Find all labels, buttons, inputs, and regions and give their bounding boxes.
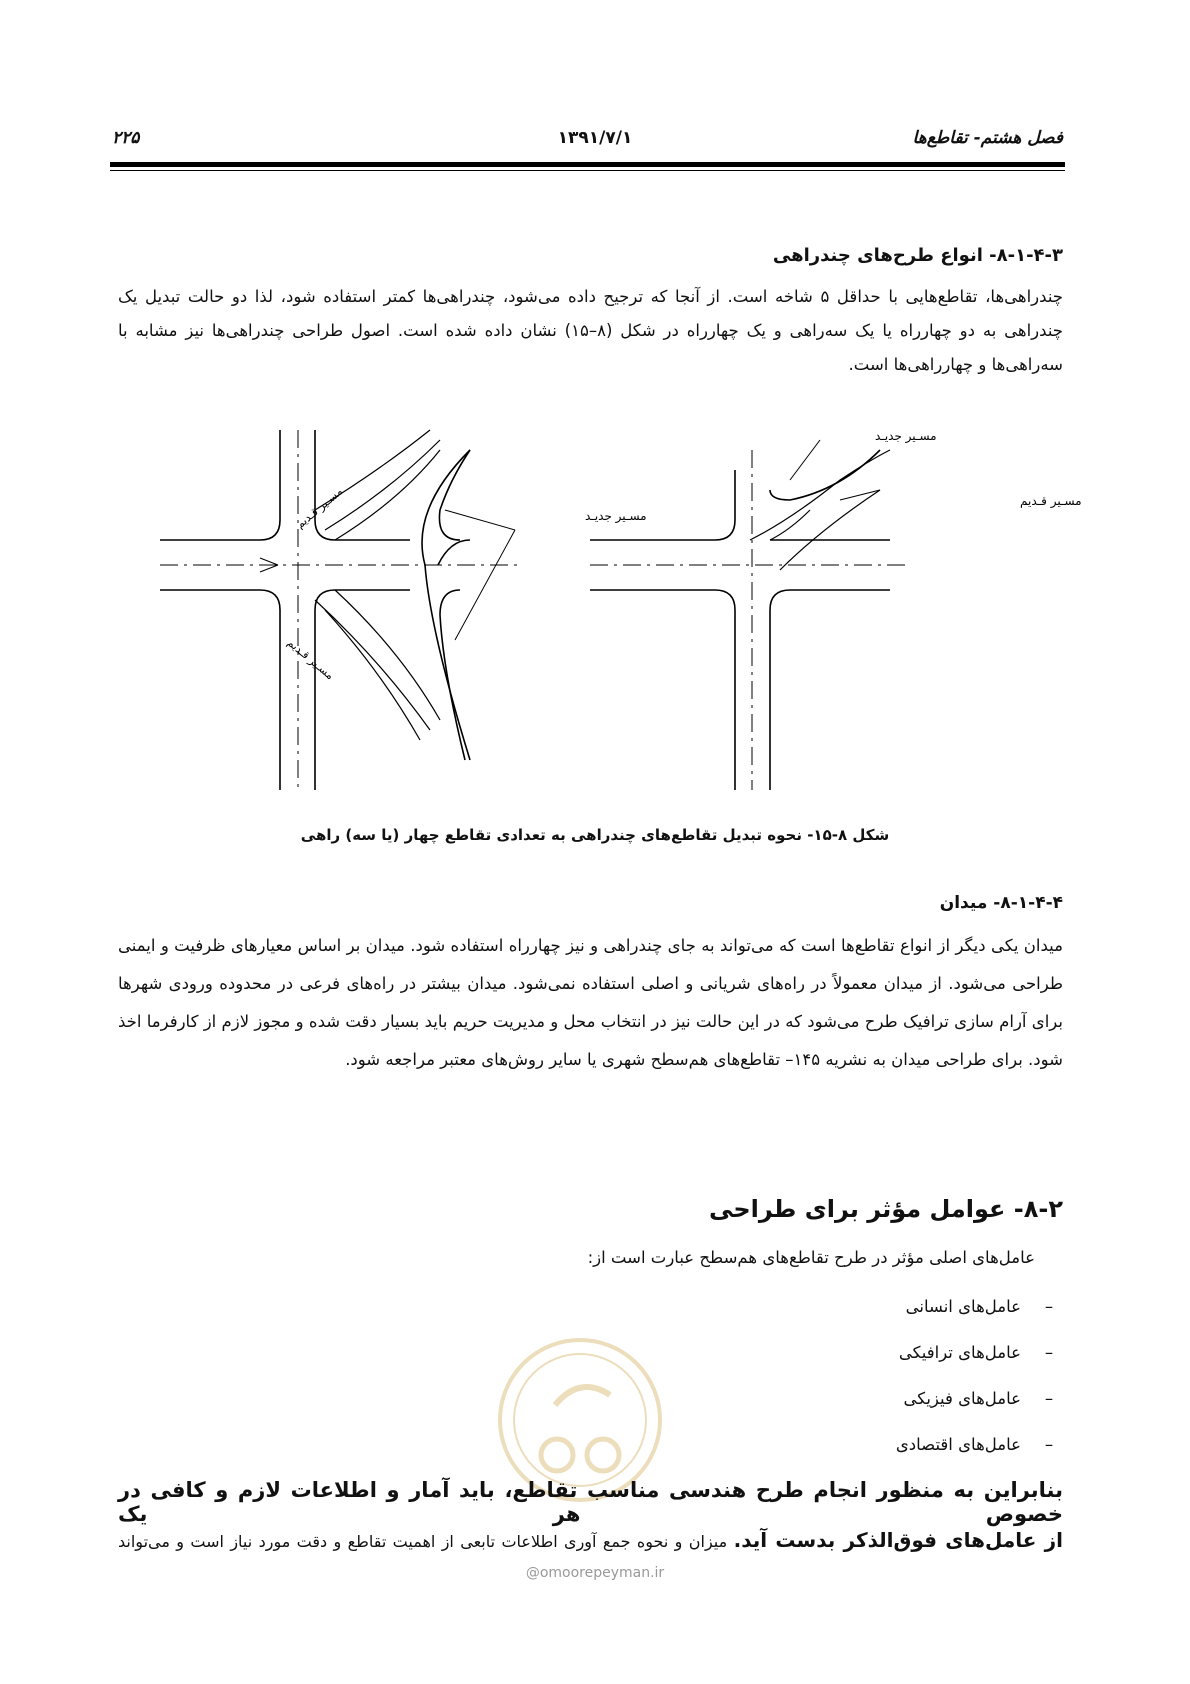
label-new-path-left: مسـیر جدیـد [585, 509, 647, 523]
factor-label: عامل‌های فیزیکی [903, 1389, 1021, 1408]
label-old-path-bottom: مسـیر قـدیم [284, 636, 337, 683]
paragraph-roundabout: میدان یکی دیگر از انواع تقاطع‌ها است که می‌تواند به جای چندراهی و نیز چهارراه استفاده شود. میدان بر اساس معیارهای ظرفیت و ایمنی طراحی می‌شود. از میدان معمولاً در راه‌های شریانی و اصلی استفاده نمی‌شود. میدان بیشتر در راه‌های فرعی در محدوده ورودی شهرها برای آرام سازی ترافیک طرح می‌شود که در این حالت نیز در انتخاب محل و مدیریت حریم باید بسیار دقت شده و مجوز لازم از کارفرما اخذ شود. برای طراحی میدان به نشریه ۱۴۵– تقاطع‌های هم‌سطح شهری یا سایر روش‌های معتبر مراجعه شود. [118, 936, 1063, 1069]
header-date: ۱۳۹۱/۷/۱ [557, 128, 633, 148]
list-dash: – [1044, 1297, 1054, 1316]
left-intersection [160, 430, 470, 790]
chapter-title: فصل هشتم- تقاطع‌ها [912, 128, 1063, 148]
factor-label: عامل‌های اقتصادی [895, 1435, 1021, 1454]
factors-intro: عامل‌های اصلی مؤثر در طرح تقاطع‌های هم‌سطح عبارت است از: [587, 1248, 1035, 1267]
label-old-path-right: مسـیر قـدیم [1020, 494, 1082, 508]
factor-label: عامل‌های ترافیکی [898, 1343, 1021, 1362]
list-item [896, 1292, 1063, 1338]
list-item [896, 1384, 1063, 1430]
paragraph-multiway: چندراهی‌ها، تقاطع‌هایی با حداقل ۵ شاخه است. از آنجا که ترجیح داده می‌شود، چندراهی‌ها کمتر استفاده شود، لذا دو حالت تبدیل یک چندراهی به دو چهارراه یا یک سه‌راهی و یک چهارراه در شکل (۸–۱۵) نشان داده شده است. اصول طراحی چندراهی‌ها نیز مشابه با سه‌راهی‌ها و چهارراهی‌ها است. [118, 287, 1063, 374]
label-new-path-right: مسـیر جدیـد [875, 429, 937, 443]
label-old-path-top: مسـیر قـدیم [293, 484, 346, 532]
watermark-text: @omoorepeyman.ir [525, 1565, 665, 1581]
list-item [896, 1430, 1063, 1476]
list-item [896, 1338, 1063, 1384]
list-dash: – [1044, 1389, 1054, 1408]
factor-label: عامل‌های انسانی [905, 1297, 1021, 1316]
header-rule-thin [110, 170, 1065, 171]
header-rule-thick [110, 162, 1065, 167]
section-heading-roundabout: ۸-۱-۴-۴- میدان [939, 893, 1063, 913]
section-heading-design-factors: ۸-۲- عوامل مؤثر برای طراحی [709, 1195, 1063, 1223]
intersection-figure [140, 429, 1082, 810]
bold-statement: بنابراین به منظور انجام طرح هندسی مناسب تقاطع، باید آمار و اطلاعات لازم و کافی در خصوص هر یک [118, 1478, 1063, 1526]
last-line-bold: از عامل‌های فوق‌الذکر بدست آید. [733, 1528, 1064, 1552]
list-dash: – [1044, 1435, 1054, 1454]
last-line-rest: میزان و نحوه جمع آوری اطلاعات تابعی از اهمیت تقاطع و دقت مورد نیاز است و می‌تواند [118, 1532, 734, 1551]
list-dash: – [1044, 1343, 1054, 1362]
page-number: ۲۲۵ [112, 128, 140, 148]
factors-list [896, 1292, 1063, 1476]
last-line [118, 1528, 1063, 1552]
section-heading-multiway: ۸-۱-۴-۳- انواع طرح‌های چندراهی [772, 245, 1063, 266]
figure-caption: شکل ۸-۱۵- نحوه تبدیل تقاطع‌های چندراهی به تعدادی تقاطع چهار (یا سه) راهی [300, 826, 890, 844]
